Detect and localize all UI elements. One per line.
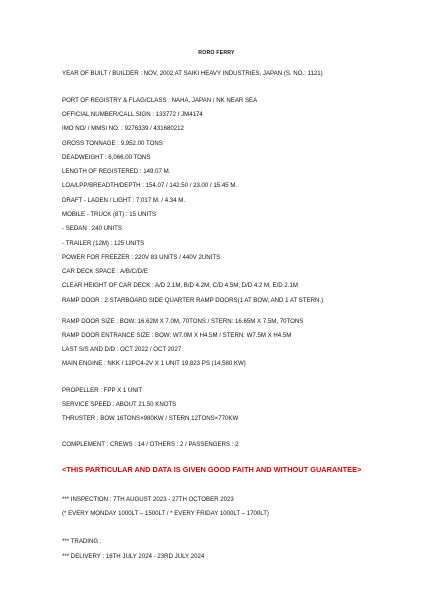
last-survey-line: LAST S/S AND D/D : OCT 2022 / OCT 2027 — [62, 346, 182, 353]
port-registry-line: PORT OF REGISTRY & FLAG/CLASS : NAHA, JAPAN / NK NEAR SEA — [62, 97, 258, 104]
propeller-line: PROPELLER : FPP X 1 UNIT — [62, 387, 143, 394]
delivery-line: *** DELIVERY : 16TH JULY 2024 - 23RD JULY 2024 — [62, 553, 205, 560]
document-title: RORO FERRY — [198, 50, 235, 56]
ramp-entrance-size-line: RAMP DOOR ENTRANCE SIZE : BOW: W7.0M X H4.5M / STERN: W7.5M X H4.5M — [62, 332, 292, 339]
guarantee-warning: <THIS PARTICULAR AND DATA IS GIVEN GOOD FAITH AND WITHOUT GUARANTEE> — [62, 465, 362, 474]
inspection-hours-line: (* EVERY MONDAY 1000LT – 1500LT / * EVERY FRIDAY 1000LT – 1700LT) — [62, 510, 269, 517]
dimensions-line: LOA/LPP/BREADTH/DEPTH : 154.07 / 142.50 / 23.00 / 15.45 M. — [62, 182, 238, 189]
trading-line: *** TRADING : — [62, 538, 102, 545]
year-built-line: YEAR OF BUILT / BUILDER : NOV, 2002 AT SAIKI HEAVY INDUSTRIES, JAPAN (S. NO.: 1121) — [62, 70, 323, 77]
ramp-door-size-line: RAMP DOOR SIZE : BOW: 16.62M X 7.0M, 70TONS / STERN: 16.65M X 7.5M, 70TONS — [62, 318, 304, 325]
draft-line: DRAFT - LADEN / LIGHT : 7.017 M. / 4.34 M. — [62, 197, 186, 204]
official-number-line: OFFICIAL NUMBER/CALL SIGN : 133772 / JM4174 — [62, 111, 203, 118]
main-engine-line: MAIN ENGINE : NKK / 12PC4-2V X 1 UNIT 19,823 PS (14,580 KW) — [62, 360, 246, 367]
sedan-line: - SEDAN : 240 UNITS — [62, 225, 122, 232]
car-deck-space-line: CAR DECK SPACE : A/B/C/D/E — [62, 268, 148, 275]
gross-tonnage-line: GROSS TONNAGE : 9,952.00 TONS — [62, 140, 163, 147]
deadweight-line: DEADWEIGHT : 6,066.00 TONS — [62, 154, 151, 161]
ramp-door-line: RAMP DOOR : 2 STARBOARD SIDE QUARTER RAMP DOORS(1 AT BOW, AND 1 AT STERN.) — [62, 297, 324, 304]
service-speed-line: SERVICE SPEED : ABOUT 21.50 KNOTS — [62, 401, 177, 408]
trailer-line: - TRAILER (12M) : 125 UNITS — [62, 240, 145, 247]
mobile-truck-line: MOBILE - TRUCK (8T) : 15 UNITS — [62, 211, 157, 218]
freezer-power-line: POWER FOR FREEZER : 220V 83 UNITS / 440V 2UNITS — [62, 254, 221, 261]
length-registered-line: LENGTH OF REGISTERED : 149.07 M. — [62, 168, 171, 175]
complement-line: COMPLEMENT : CREWS : 14 / OTHERS : 2 / PASSENGERS : 2 — [62, 441, 239, 448]
clear-height-line: CLEAR HEIGHT OF CAR DECK : A/D 2.1M, B/D 4.2M, C/D 4.5M, D/D 4.2 M, E/D 2.1M — [62, 282, 298, 289]
thruster-line: THRUSTER : BOW 16TONS×980KW / STERN 12TONS×770KW — [62, 415, 239, 422]
inspection-line: *** INSPECTION : 7TH AUGUST 2023 - 27TH OCTOBER 2023 — [62, 496, 234, 503]
imo-number-line: IMO NO/ / MMSI NO. : 9276339 / 431680212 — [62, 125, 184, 132]
